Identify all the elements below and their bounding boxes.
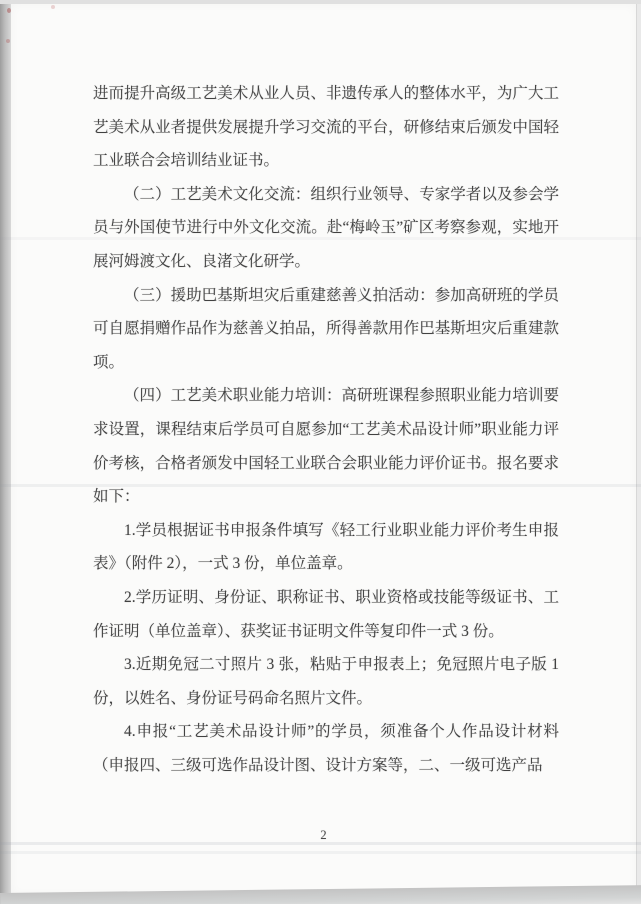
- document-page: [11, 4, 637, 895]
- page-number: 2: [320, 828, 327, 842]
- paragraph-section-two: （二）工艺美术文化交流：组织行业领导、专家学者以及参会学员与外国使节进行中外文化交流。赴“梅岭玉”矿区考察参观，实地开展河姆渡文化、良渚文化研学。: [93, 185, 559, 270]
- paragraph-item-2: 2.学历证明、身份证、职称证书、职业资格或技能等级证书、工作证明（单位盖章）、获奖证书证明文件等复印件一式 3 份。: [93, 588, 559, 640]
- paragraph-item-1: 1.学员根据证书申报条件填写《轻工行业职业能力评价考生申报表》（附件 2），一式 3 份，单位盖章。: [93, 521, 559, 573]
- paragraph-intro-continuation: 进而提升高级工艺美术从业人员、非遗传承人的整体水平，为广大工艺美术从业者提供发展提升学习交流的平台，研修结束后颁发中国轻工业联合会培训结业证书。: [93, 85, 559, 170]
- paragraph-item-3: 3.近期免冠二寸照片 3 张，粘贴于申报表上；免冠照片电子版 1 份，以姓名、身份证号码命名照片文件。: [93, 656, 559, 707]
- document-body: [93, 77, 559, 782]
- scan-edge-left: [0, 0, 11, 904]
- paragraph-section-three: （三）援助巴基斯坦灾后重建慈善义拍活动：参加高研班的学员可自愿捐赠作品作为慈善义拍品，所得善款用作巴基斯坦灾后重建款项。: [93, 286, 559, 371]
- scan-edge-top: [0, 0, 641, 4]
- paragraph-section-four: （四）工艺美术职业能力培训：高研班课程参照职业能力培训要求设置，课程结束后学员可自愿参加“工艺美术品设计师”职业能力评价考核，合格者颁发中国轻工业联合会职业能力评价证书。报名要求如下：: [93, 387, 559, 506]
- paragraph-item-4: 4.申报“工艺美术品设计师”的学员，须准备个人作品设计材料（申报四、三级可选作品设计图、设计方案等，二、一级可选产品: [93, 723, 559, 774]
